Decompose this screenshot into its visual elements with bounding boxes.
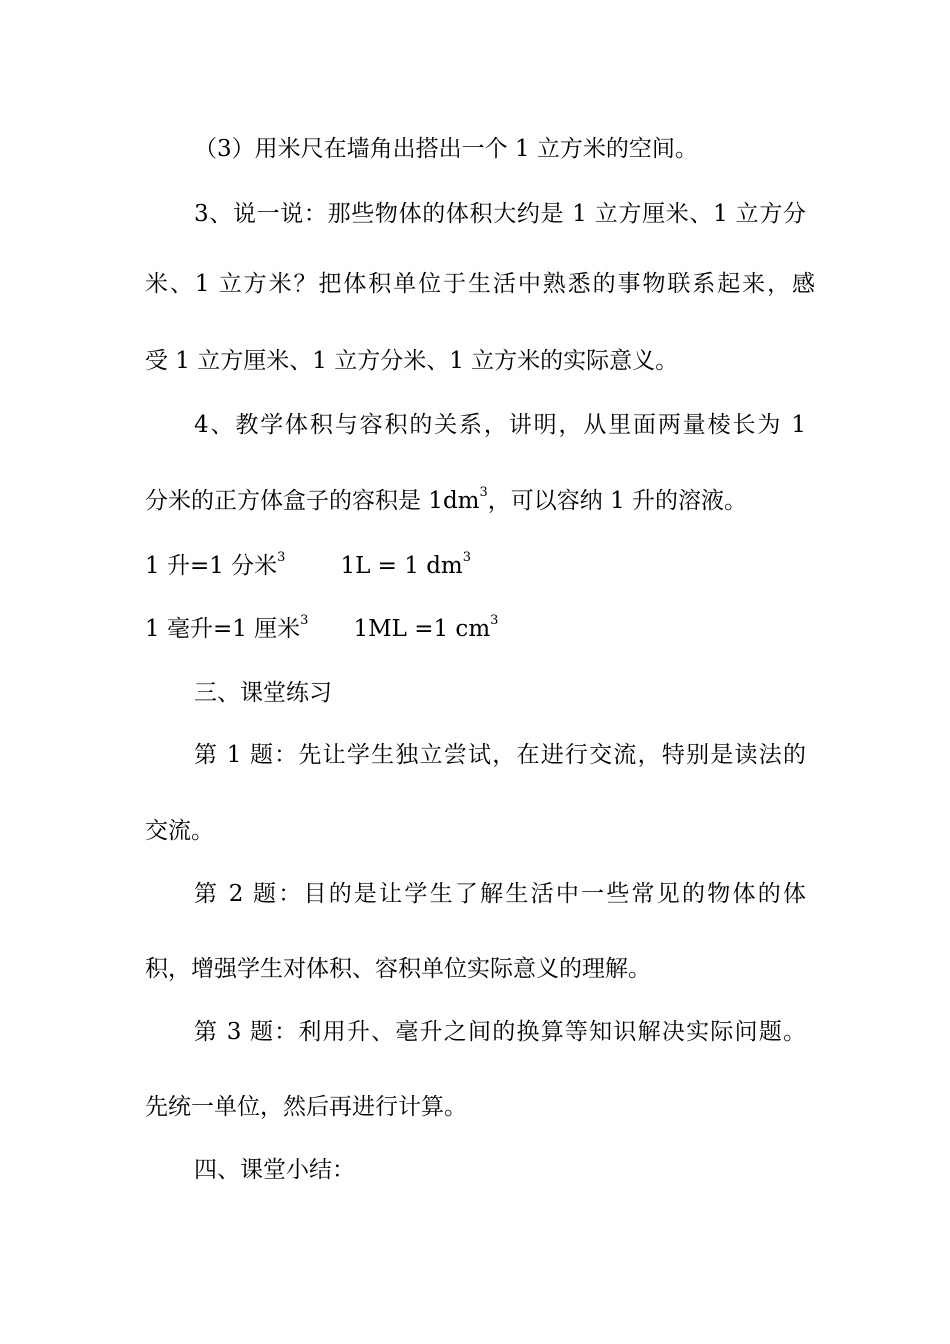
- paragraph-step-3: （3）用米尺在墙角出搭出一个 1 立方米的空间。: [194, 136, 698, 162]
- paragraph-volume-capacity-cont: [145, 485, 815, 514]
- heading-summary: 四、课堂小结：: [194, 1157, 355, 1183]
- paragraph-exercise-2: 第 2 题：目的是让学生了解生活中一些常见的物体的体: [194, 881, 806, 907]
- text-segment: 分米的正方体盒子的容积是 1dm: [145, 488, 480, 514]
- formula-right: 1ML =1 cm: [353, 616, 491, 642]
- superscript: 3: [490, 613, 499, 628]
- superscript: 3: [277, 550, 286, 565]
- formula-milliliter: [145, 613, 815, 642]
- paragraph-exercise-2-cont: 积，增强学生对体积、容积单位实际意义的理解。: [145, 956, 651, 982]
- heading-classroom-practice: 三、课堂练习: [194, 680, 332, 706]
- superscript: 3: [479, 485, 488, 500]
- formula-left: 1 毫升=1 厘米: [145, 616, 301, 642]
- formula-left: 1 升=1 分米: [145, 553, 278, 579]
- paragraph-volume-capacity: 4、教学体积与容积的关系，讲明，从里面两量棱长为 1: [194, 412, 806, 438]
- text-segment: ，可以容纳 1 升的溶液。: [487, 488, 748, 514]
- paragraph-say-cont: 米、1 立方米？把体积单位于生活中熟悉的事物联系起来，感: [145, 271, 815, 297]
- formula-liter: [145, 550, 815, 579]
- superscript: 3: [300, 613, 309, 628]
- paragraph-exercise-3-cont: 先统一单位，然后再进行计算。: [145, 1094, 467, 1120]
- paragraph-say-end: 受 1 立方厘米、1 立方分米、1 立方米的实际意义。: [145, 348, 679, 374]
- paragraph-exercise-1-cont: 交流。: [145, 818, 214, 844]
- superscript: 3: [462, 550, 472, 565]
- paragraph-exercise-1: 第 1 题：先让学生独立尝试，在进行交流，特别是读法的: [194, 742, 806, 768]
- formula-right: 1L = 1 dm: [340, 553, 463, 579]
- paragraph-exercise-3: 第 3 题：利用升、毫升之间的换算等知识解决实际问题。: [194, 1019, 806, 1045]
- paragraph-say: 3、说一说：那些物体的体积大约是 1 立方厘米、1 立方分: [194, 201, 806, 227]
